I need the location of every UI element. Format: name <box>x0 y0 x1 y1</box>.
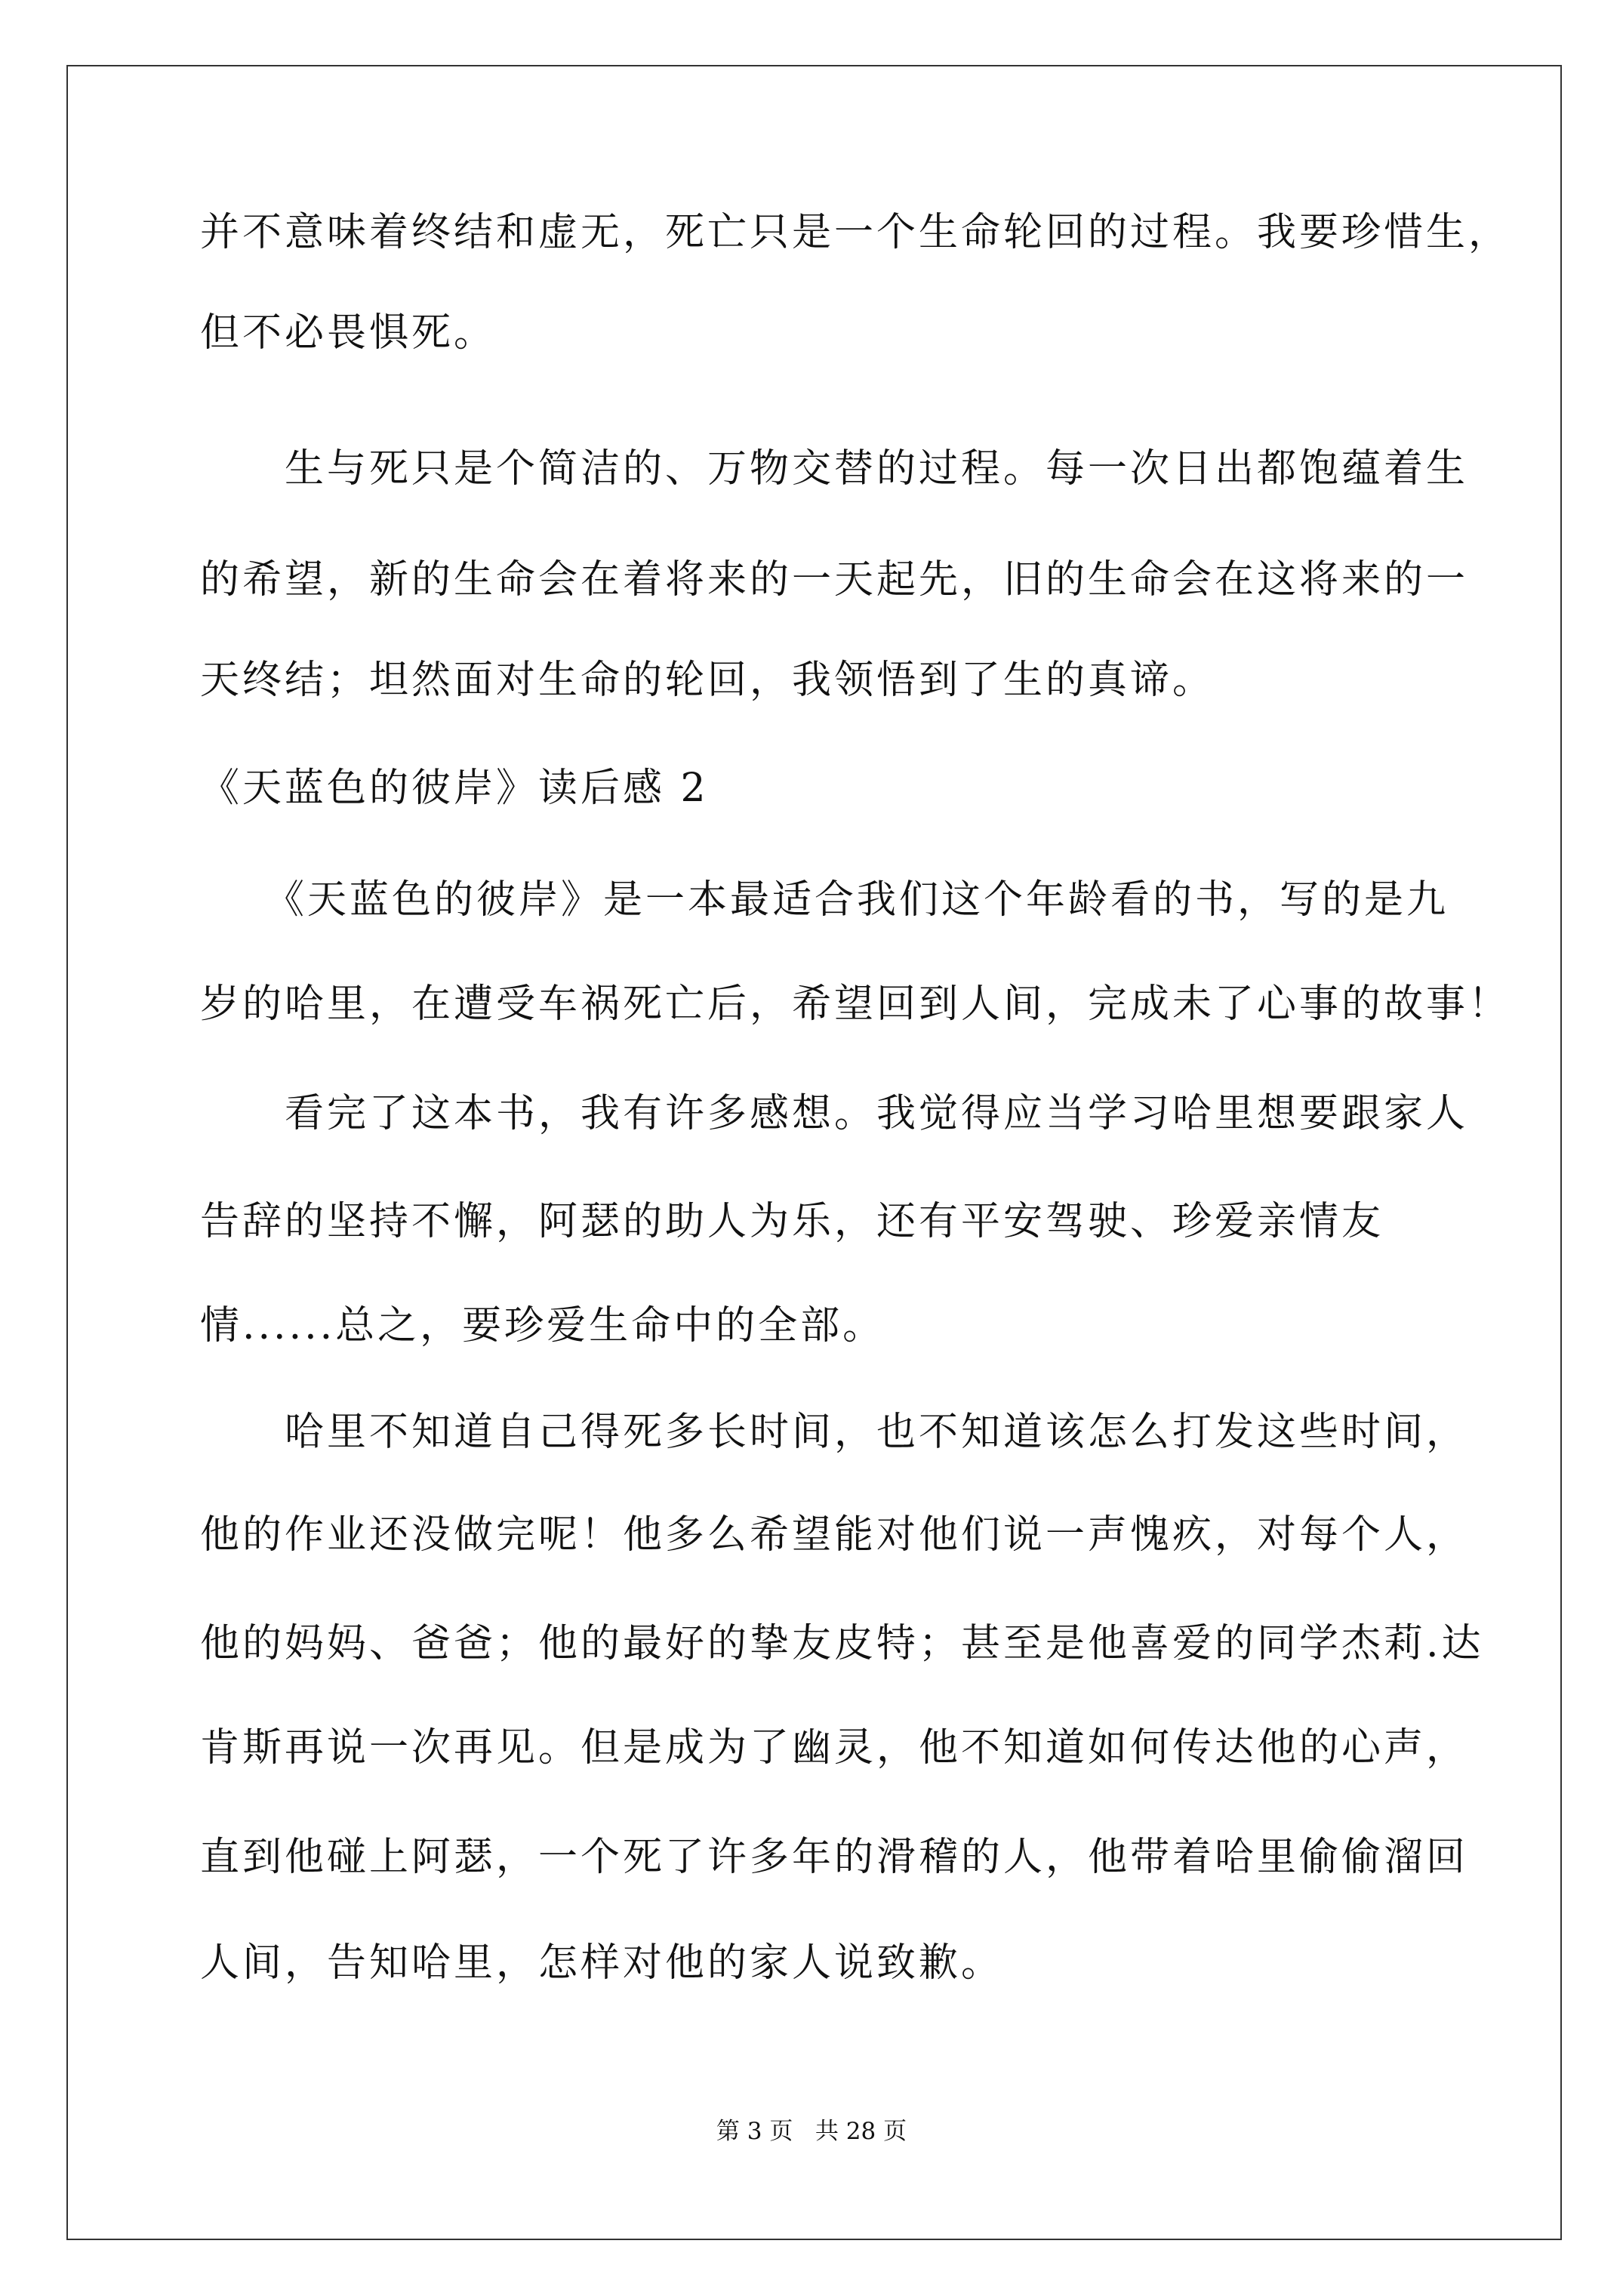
text-line: 直到他碰上阿瑟，一个死了许多年的滑稽的人，他带着哈里偷偷溜回 <box>200 1835 1469 1880</box>
text-line: 看完了这本书，我有许多感想。我觉得应当学习哈里想要跟家人 <box>200 1091 1469 1136</box>
page-number: 第 3 页 共 28 页 <box>716 2118 907 2145</box>
text-line: 他的作业还没做完呢！他多么希望能对他们说一声愧疚，对每个人， <box>200 1512 1469 1558</box>
text-line: 他的妈妈、爸爸；他的最好的挚友皮特；甚至是他喜爱的同学杰莉.达 <box>200 1621 1484 1666</box>
text-line: 岁的哈里，在遭受车祸死亡后，希望回到人间，完成未了心事的故事！ <box>200 982 1511 1027</box>
text-line: 人间，告知哈里，怎样对他的家人说致歉。 <box>200 1940 1004 1986</box>
text-line: 肯斯再说一次再见。但是成为了幽灵，他不知道如何传达他的心声， <box>200 1725 1469 1771</box>
text-line: 并不意味着终结和虚无，死亡只是一个生命轮回的过程。我要珍惜生， <box>200 210 1511 255</box>
text-line: 告辞的坚持不懈，阿瑟的助人为乐，还有平安驾驶、珍爱亲情友 <box>200 1199 1384 1244</box>
text-line: 的希望，新的生命会在着将来的一天起先，旧的生命会在这将来的一 <box>200 557 1469 603</box>
text-line: 情......总之，要珍爱生命中的全部。 <box>200 1303 885 1348</box>
text-line: 哈里不知道自己得死多长时间，也不知道该怎么打发这些时间， <box>200 1410 1469 1455</box>
text-line: 但不必畏惧死。 <box>200 310 497 356</box>
text-line: 生与死只是个简洁的、万物交替的过程。每一次日出都饱蕴着生 <box>200 446 1469 492</box>
page-frame <box>66 65 1562 2240</box>
section-heading: 《天蓝色的彼岸》读后感 2 <box>200 766 709 811</box>
text-line: 天终结；坦然面对生命的轮回，我领悟到了生的真谛。 <box>200 658 1215 703</box>
text-line: 《天蓝色的彼岸》是一本最适合我们这个年龄看的书，写的是九 <box>200 877 1449 923</box>
